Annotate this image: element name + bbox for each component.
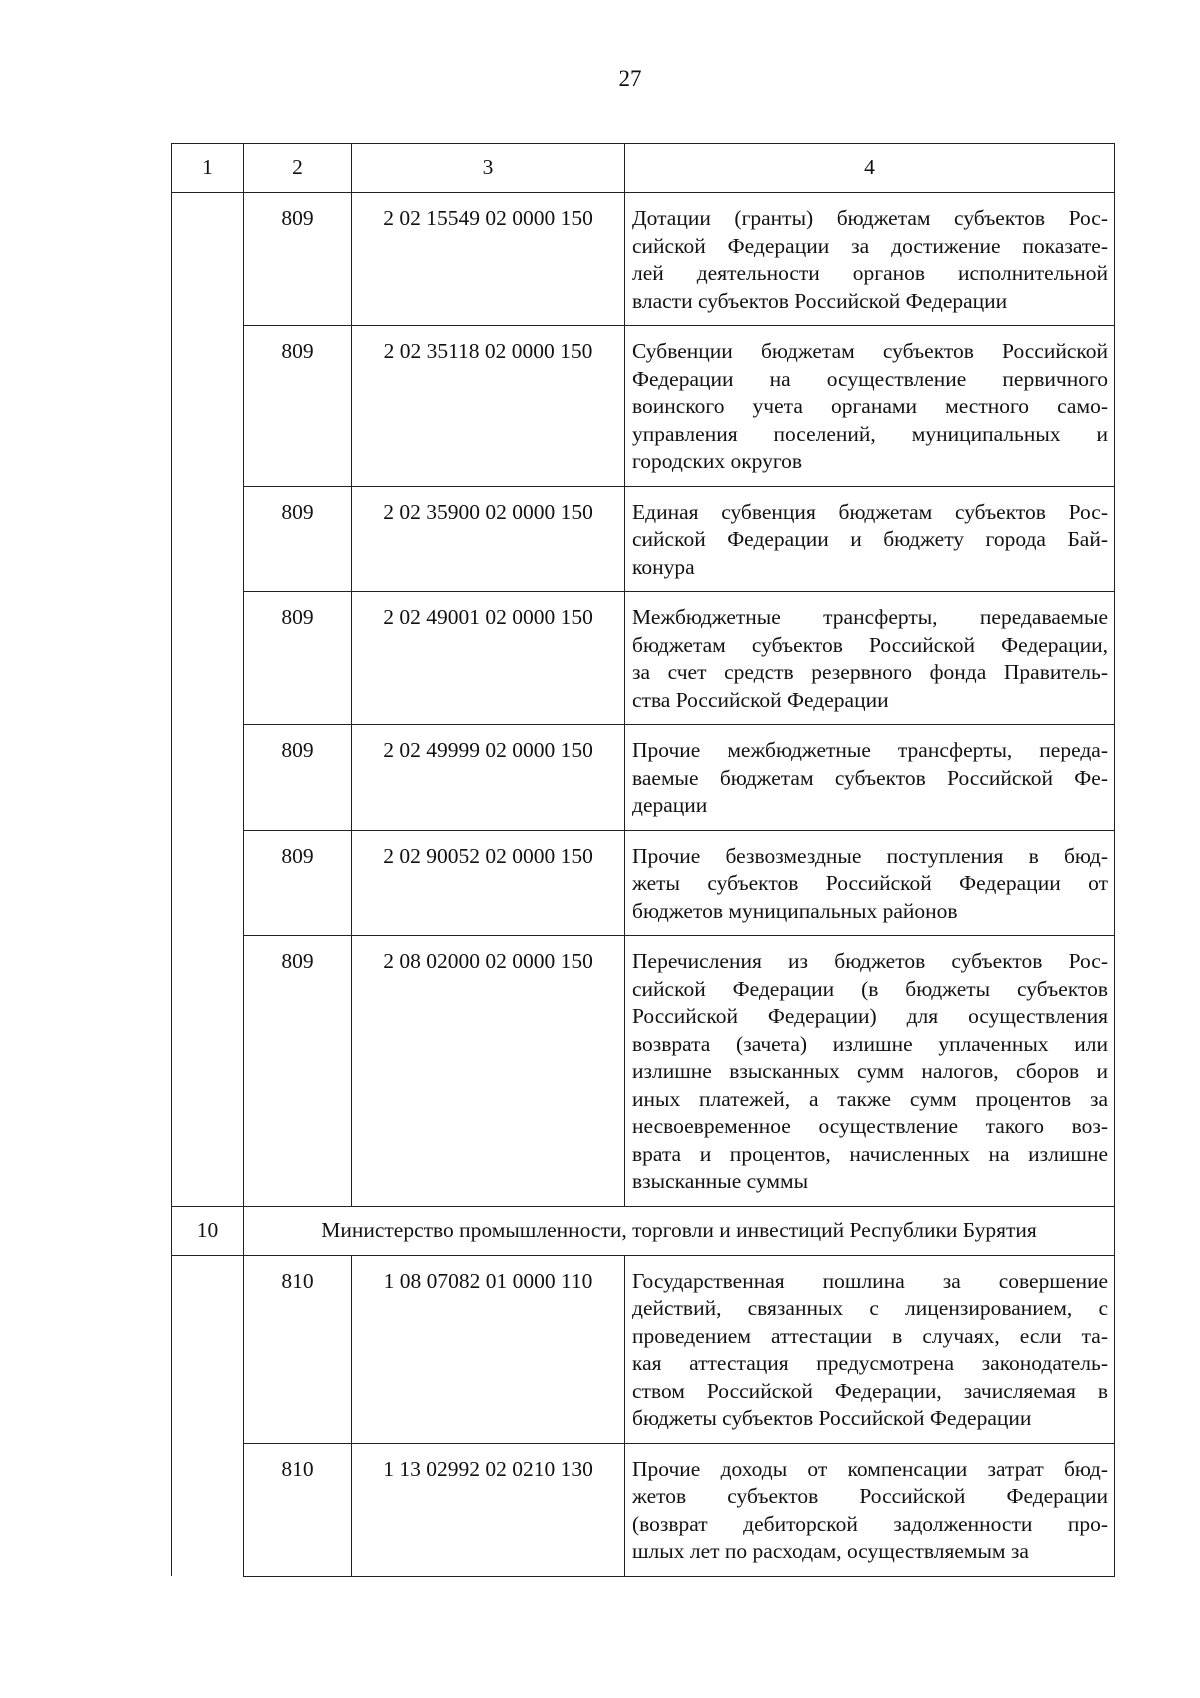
description-cell <box>625 1255 1115 1443</box>
group-b-rows <box>172 1255 1115 1576</box>
description-cell <box>625 830 1115 936</box>
description-line: жеты субъектов Российской Федерации от <box>632 871 1108 895</box>
empty-index-cell <box>172 326 244 487</box>
description-line: бюджетам субъектов Российской Федерации, <box>632 632 1108 657</box>
table-row <box>172 592 1115 725</box>
description-line: кая аттестация предусмотрена законодатель- <box>632 1351 1108 1375</box>
empty-index-cell <box>172 592 244 725</box>
description-line: Государственная пошлина за совершение <box>632 1268 1108 1293</box>
description-line: Прочие безвозмездные поступления в бюд- <box>632 843 1108 868</box>
table-row <box>172 1255 1115 1443</box>
description-line: лей деятельности органов исполнительной <box>632 261 1108 285</box>
description-line: управления поселений, муниципальных и <box>632 421 1108 446</box>
description-line: Прочие доходы от компенсации затрат бюд- <box>632 1456 1108 1481</box>
description-cell <box>625 725 1115 831</box>
empty-index-cell <box>172 936 244 1207</box>
header-col-3: 3 <box>352 144 625 193</box>
group-a-rows <box>172 193 1115 1207</box>
admin-code-cell: 810 <box>244 1255 352 1443</box>
table-row <box>172 486 1115 592</box>
description-line: несвоевременное осуществление такого воз- <box>632 1114 1108 1138</box>
table-row <box>172 193 1115 326</box>
table-row <box>172 326 1115 487</box>
budget-code-cell: 2 02 15549 02 0000 150 <box>352 193 625 326</box>
description-line: Прочие межбюджетные трансферты, переда- <box>632 738 1108 762</box>
description-line: иных платежей, а также сумм процентов за <box>632 1086 1108 1111</box>
table-row <box>172 1443 1115 1576</box>
admin-code-cell: 809 <box>244 193 352 326</box>
description-line: жетов субъектов Российской Федерации <box>632 1484 1108 1508</box>
description-line: Российской Федерации) для осуществления <box>632 1004 1108 1028</box>
budget-code-cell: 2 02 90052 02 0000 150 <box>352 830 625 936</box>
page-number: 27 <box>618 66 642 91</box>
empty-index-cell <box>172 1443 244 1576</box>
budget-code-cell: 2 02 49999 02 0000 150 <box>352 725 625 831</box>
description-line: Дотации (гранты) бюджетам субъектов Рос- <box>632 206 1108 230</box>
table-row <box>172 725 1115 831</box>
description-line: за счет средств резервного фонда Правитель- <box>632 660 1108 684</box>
table-row <box>172 936 1115 1207</box>
description-line: власти субъектов Российской Федерации <box>632 288 1008 313</box>
section-row <box>172 1206 1115 1255</box>
description-line: действий, связанных с лицензированием, с <box>632 1296 1108 1320</box>
description-line: Федерации на осуществление первичного <box>632 366 1108 391</box>
header-col-1: 1 <box>172 144 244 193</box>
section-index: 10 <box>172 1206 244 1255</box>
empty-index-cell <box>172 1255 244 1443</box>
empty-index-cell <box>172 486 244 592</box>
budget-code-cell: 2 02 49001 02 0000 150 <box>352 592 625 725</box>
budget-code-cell: 2 08 02000 02 0000 150 <box>352 936 625 1207</box>
description-line: Субвенции бюджетам субъектов Российской <box>632 339 1108 363</box>
description-line: проведением аттестации в случаях, если та- <box>632 1323 1108 1348</box>
budget-code-cell: 2 02 35900 02 0000 150 <box>352 486 625 592</box>
description-line: Единая субвенция бюджетам субъектов Рос- <box>632 499 1108 524</box>
description-line: сийской Федерации и бюджету города Бай- <box>632 527 1108 551</box>
description-line: излишне взысканных сумм налогов, сборов и <box>632 1059 1108 1083</box>
description-cell <box>625 486 1115 592</box>
description-cell <box>625 193 1115 326</box>
description-line: сийской Федерации (в бюджеты субъектов <box>632 976 1108 1001</box>
budget-code-cell: 1 13 02992 02 0210 130 <box>352 1443 625 1576</box>
table-row <box>172 830 1115 936</box>
header-col-4: 4 <box>625 144 1115 193</box>
description-line: ством Российской Федерации, зачисляемая в <box>632 1378 1108 1403</box>
description-cell <box>625 936 1115 1207</box>
description-line: дерации <box>632 793 708 817</box>
description-line: сийской Федерации за достижение показате- <box>632 233 1108 258</box>
section-title: Министерство промышленности, торговли и инвестиций Республики Бурятия <box>244 1206 1115 1255</box>
revenue-codes-table <box>171 143 1115 1577</box>
empty-index-cell <box>172 830 244 936</box>
description-line: взысканные суммы <box>632 1169 809 1193</box>
admin-code-cell: 809 <box>244 592 352 725</box>
empty-index-cell <box>172 725 244 831</box>
description-line: ваемые бюджетам субъектов Российской Фе- <box>632 765 1108 790</box>
description-line: Перечисления из бюджетов субъектов Рос- <box>632 949 1108 973</box>
admin-code-cell: 809 <box>244 936 352 1207</box>
budget-code-cell: 2 02 35118 02 0000 150 <box>352 326 625 487</box>
admin-code-cell: 810 <box>244 1443 352 1576</box>
description-cell <box>625 1443 1115 1576</box>
admin-code-cell: 809 <box>244 326 352 487</box>
description-line: врата и процентов, начисленных на излишне <box>632 1141 1108 1166</box>
description-line: (возврат дебиторской задолженности про- <box>632 1511 1108 1536</box>
description-cell <box>625 592 1115 725</box>
description-line: конура <box>632 554 695 579</box>
admin-code-cell: 809 <box>244 725 352 831</box>
budget-code-cell: 1 08 07082 01 0000 110 <box>352 1255 625 1443</box>
description-line: шлых лет по расходам, осуществляемым за <box>632 1539 1029 1563</box>
description-line: воинского учета органами местного само- <box>632 394 1108 418</box>
description-line: ства Российской Федерации <box>632 687 889 712</box>
table-header-row <box>172 144 1115 193</box>
admin-code-cell: 809 <box>244 486 352 592</box>
description-line: возврата (зачета) излишне уплаченных или <box>632 1031 1108 1056</box>
description-line: бюджетов муниципальных районов <box>632 898 958 923</box>
description-line: городских округов <box>632 449 803 473</box>
description-line: бюджеты субъектов Российской Федерации <box>632 1406 1032 1430</box>
header-col-2: 2 <box>244 144 352 193</box>
admin-code-cell: 809 <box>244 830 352 936</box>
empty-index-cell <box>172 193 244 326</box>
description-cell <box>625 326 1115 487</box>
description-line: Межбюджетные трансферты, передаваемые <box>632 605 1108 629</box>
